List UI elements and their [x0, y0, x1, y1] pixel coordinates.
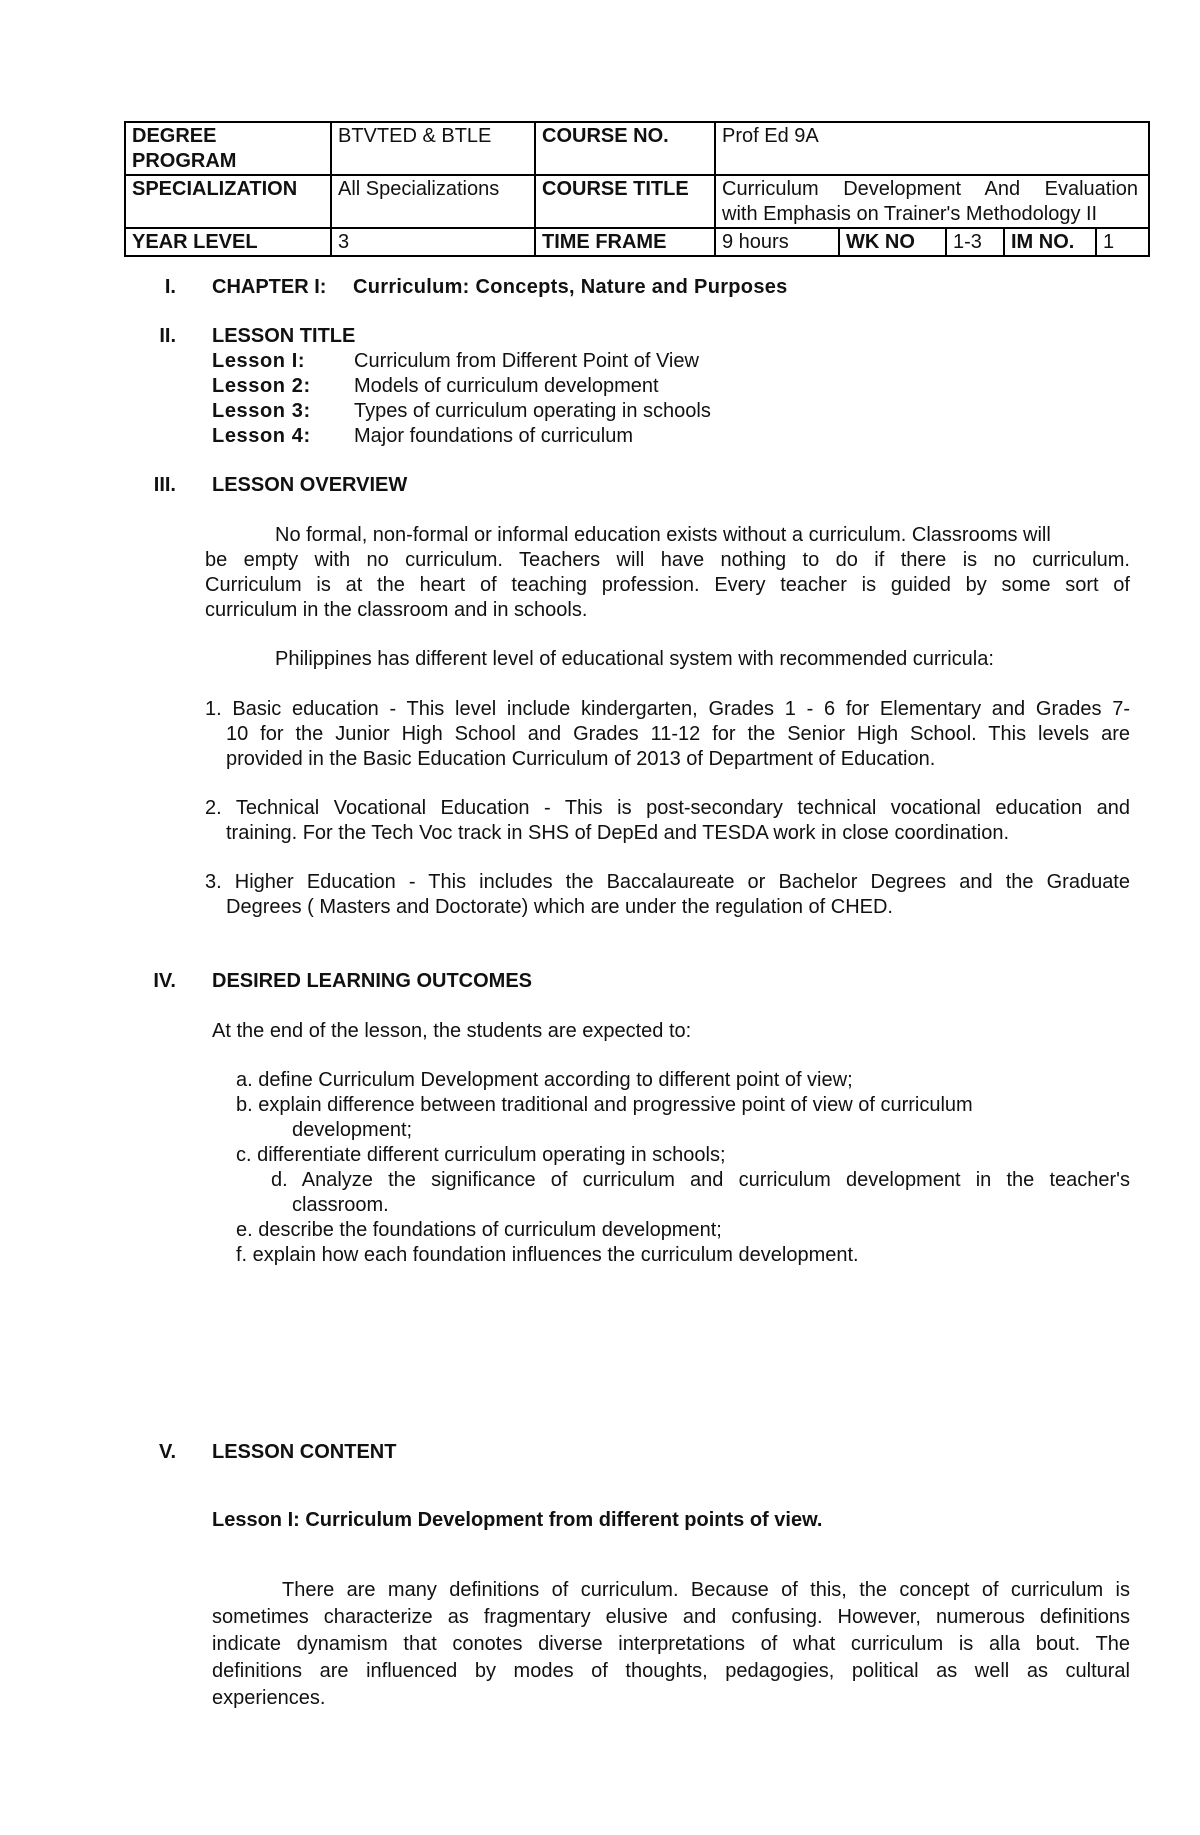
course-no-label: COURSE NO. — [535, 122, 715, 175]
overview-paragraph-line: No formal, non-formal or informal education exists without a curriculum. Classrooms will — [275, 524, 1051, 546]
education-level-item: 1. Basic education - This level include kindergarten, Grades 1 - 6 for Elementary and Grades 7- — [205, 698, 1130, 720]
course-title-value — [715, 175, 1149, 228]
content-paragraph-line: experiences. — [212, 1687, 326, 1709]
course-no-value: Prof Ed 9A — [715, 122, 1149, 175]
section-1-title: CHAPTER I: — [212, 276, 327, 298]
lesson-title: Major foundations of curriculum — [354, 425, 634, 447]
time-frame-label: TIME FRAME — [535, 228, 715, 256]
lesson-title: Models of curriculum development — [354, 375, 659, 397]
section-5-number: V. — [158, 1441, 176, 1463]
lesson-key: Lesson 3: — [212, 400, 311, 422]
course-title-line-2: with Emphasis on Trainer's Methodology II — [722, 203, 1098, 225]
course-title-label: COURSE TITLE — [535, 175, 715, 228]
education-level-item: 3. Higher Education - This includes the Baccalaureate or Bachelor Degrees and the Graduate — [205, 871, 1130, 893]
section-2-title: LESSON TITLE — [212, 325, 356, 347]
section-2-number: II. — [159, 325, 176, 347]
content-paragraph-line: sometimes characterize as fragmentary elusive and confusing. However, numerous definitions — [212, 1606, 1130, 1628]
degree-program-label: DEGREE PROGRAM — [125, 122, 331, 175]
lesson-title-row — [212, 399, 711, 424]
lesson-title-row — [212, 424, 633, 449]
section-4-title: DESIRED LEARNING OUTCOMES — [212, 970, 533, 992]
section-1-number: I. — [164, 276, 176, 298]
outcomes-intro: At the end of the lesson, the students are expected to: — [212, 1020, 692, 1042]
overview-paragraph-2: Philippines has different level of educational system with recommended curricula: — [275, 648, 994, 670]
outcome-item: a. define Curriculum Development according to different point of view; — [236, 1069, 853, 1091]
education-level-item: provided in the Basic Education Curriculum of 2013 of Department of Education. — [226, 748, 936, 770]
education-level-item: Degrees ( Masters and Doctorate) which are under the regulation of CHED. — [226, 896, 893, 918]
outcome-item: c. differentiate different curriculum operating in schools; — [236, 1144, 726, 1166]
specialization-label: SPECIALIZATION — [125, 175, 331, 228]
outcome-item: development; — [292, 1119, 413, 1141]
outcome-item: f. explain how each foundation influences the curriculum development. — [236, 1244, 859, 1266]
lesson-key: Lesson 2: — [212, 375, 311, 397]
specialization-value: All Specializations — [331, 175, 535, 228]
lesson-title-row — [212, 374, 659, 399]
outcome-item: classroom. — [292, 1194, 389, 1216]
chapter-subtitle: Curriculum: Concepts, Nature and Purposes — [353, 276, 788, 298]
section-3-number: III. — [153, 474, 176, 496]
course-title-line-1: Curriculum Development And Evaluation — [722, 178, 1139, 200]
section-3-title: LESSON OVERVIEW — [212, 474, 408, 496]
course-info-table — [124, 121, 1150, 257]
content-paragraph-line: There are many definitions of curriculum. Because of this, the concept of curriculum is — [282, 1579, 1130, 1601]
year-level-value: 3 — [331, 228, 535, 256]
outcome-item: e. describe the foundations of curriculum development; — [236, 1219, 722, 1241]
wk-no-value: 1-3 — [946, 228, 1004, 256]
section-4-number: IV. — [153, 970, 176, 992]
wk-no-label: WK NO — [839, 228, 946, 256]
overview-paragraph-line: curriculum in the classroom and in schools. — [205, 599, 588, 621]
lesson-key: Lesson I: — [212, 350, 306, 372]
education-level-item: 10 for the Junior High School and Grades 11-12 for the Senior High School. This levels are — [226, 723, 1130, 745]
content-paragraph-line: definitions are influenced by modes of thoughts, pedagogies, political as well as cultural — [212, 1660, 1130, 1682]
lesson-1-heading: Lesson I: Curriculum Development from different points of view. — [212, 1509, 823, 1531]
lesson-title: Curriculum from Different Point of View — [354, 350, 699, 372]
lesson-title-row — [212, 349, 699, 374]
year-level-label: YEAR LEVEL — [125, 228, 331, 256]
im-no-value: 1 — [1096, 228, 1149, 256]
education-level-item: training. For the Tech Voc track in SHS of DepEd and TESDA work in close coordination. — [226, 822, 1009, 844]
section-5-title: LESSON CONTENT — [212, 1441, 397, 1463]
education-level-item: 2. Technical Vocational Education - This is post-secondary technical vocational education and — [205, 797, 1130, 819]
overview-paragraph-line: be empty with no curriculum. Teachers will have nothing to do if there is no curriculum. — [205, 549, 1130, 571]
outcome-item: d. Analyze the significance of curriculum and curriculum development in the teacher's — [271, 1169, 1130, 1191]
im-no-label: IM NO. — [1004, 228, 1096, 256]
content-paragraph-line: indicate dynamism that conotes diverse interpretations of what curriculum is alla bout. The — [212, 1633, 1130, 1655]
outcome-item: b. explain difference between traditional and progressive point of view of curriculum — [236, 1094, 973, 1116]
lesson-key: Lesson 4: — [212, 425, 311, 447]
degree-program-value: BTVTED & BTLE — [331, 122, 535, 175]
lesson-title: Types of curriculum operating in schools — [354, 400, 711, 422]
overview-paragraph-line: Curriculum is at the heart of teaching profession. Every teacher is guided by some sort of — [205, 574, 1130, 596]
time-frame-value: 9 hours — [715, 228, 839, 256]
